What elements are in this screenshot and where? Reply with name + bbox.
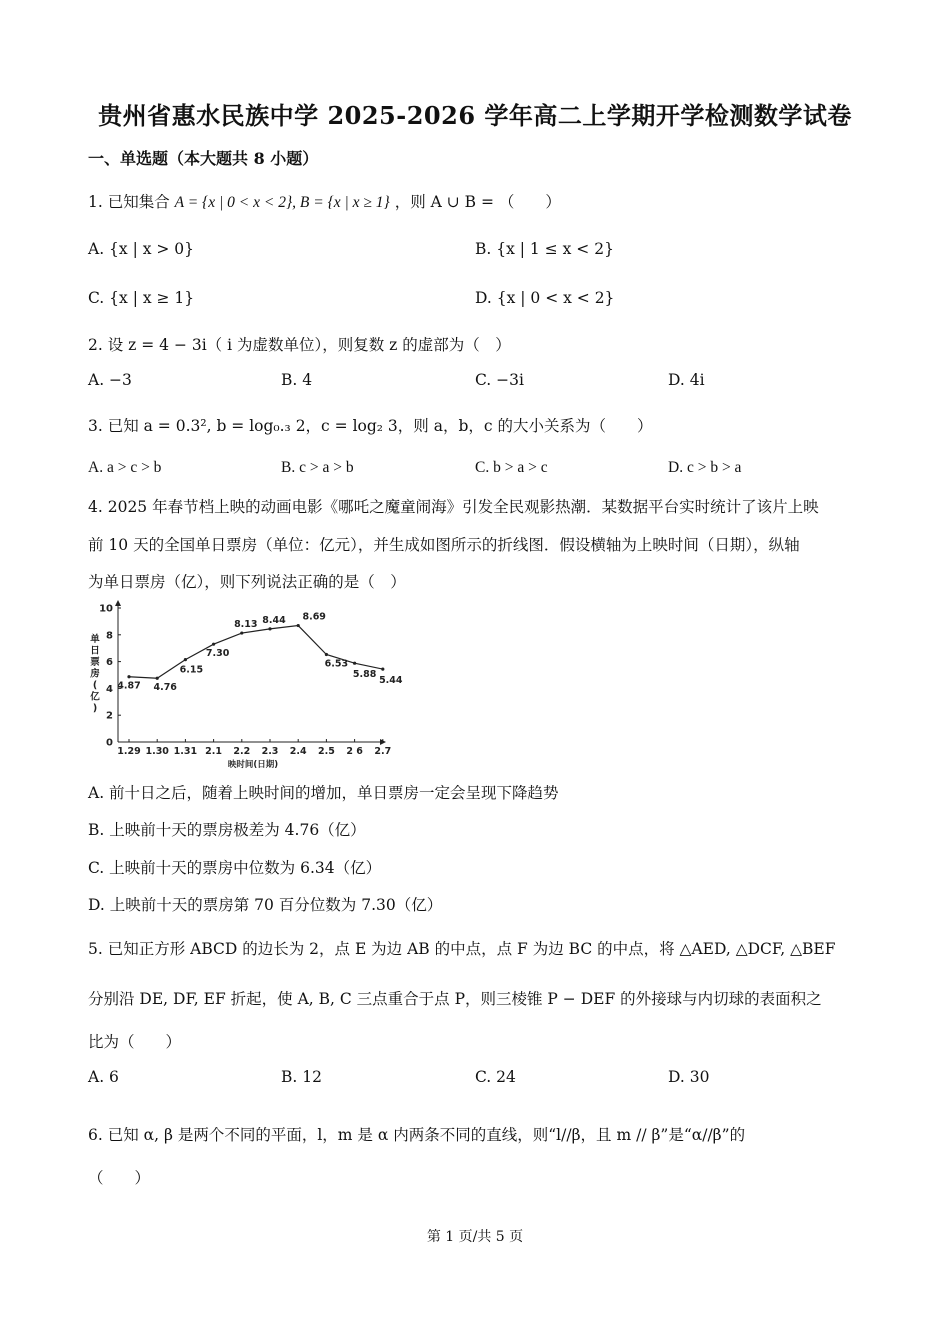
data-point [381,668,384,671]
question-1-prefix: 1. 已知集合 [88,193,170,211]
section-heading: 一、单选题（本大题共 8 小题） [88,149,319,168]
y-axis-label-char: ) [92,703,98,714]
y-tick-label: 0 [106,737,113,749]
x-axis-label: 映时间(日期) [227,760,279,770]
q3-option-d: D. c > b > a [668,459,742,476]
q5-option-c: C. 24 [475,1068,516,1086]
question-5-line-3: 比为（ ） [88,1033,182,1051]
q3-option-b: B. c > a > b [281,459,354,476]
data-label: 5.44 [379,675,403,687]
question-6-line-2: （ ） [88,1169,151,1187]
q3-option-c: C. b > a > c [475,459,548,476]
series-line [129,626,383,679]
q2-option-c: C. −3i [475,371,524,389]
data-point [156,677,159,680]
data-label: 4.87 [117,680,141,692]
page-footer: 第 1 页/共 5 页 [426,1229,524,1245]
q4-option-c: C. 上映前十天的票房中位数为 6.34（亿） [88,859,382,877]
data-labels [117,612,403,694]
q2-option-b: B. 4 [281,371,313,389]
data-label: 8.44 [262,614,286,626]
q3-option-a: A. a > c > b [88,459,162,476]
data-point [325,653,328,656]
x-tick-label: 2.7 [374,746,392,757]
q1-option-c: C. {x | x ≥ 1} [88,289,195,307]
y-axis-label-char: 单 [90,634,100,645]
question-4-line-3: 为单日票房（亿），则下列说法正确的是（ ） [88,573,406,591]
data-label: 8.13 [234,619,258,631]
q2-option-d: D. 4i [668,371,705,389]
y-axis-arrow [115,600,121,606]
data-point [268,627,271,630]
y-axis-label-char: ( [92,680,98,691]
data-point [184,658,187,661]
data-point [212,643,215,646]
y-axis-label-char: 票 [90,657,100,668]
q5-option-b: B. 12 [281,1068,322,1086]
data-points [127,624,384,680]
x-tick-label: 1.31 [173,746,198,757]
q2-option-a: A. −3 [88,371,132,389]
y-axis-label-char: 房 [90,668,100,680]
x-tick-label: 1.29 [117,746,141,757]
q1-option-d: D. {x | 0 < x < 2} [475,289,615,307]
data-label: 6.53 [324,658,349,670]
question-3: 3. 已知 a = 0.3², b = log₀.₃ 2，c = log₂ 3，则 a，b，c 的大小关系为（ ） [88,417,653,435]
question-2: 2. 设 z = 4 − 3i（ i 为虚数单位），则复数 z 的虚部为（ ） [88,336,511,354]
data-label: 4.76 [153,682,177,694]
q4-option-d: D. 上映前十天的票房第 70 百分位数为 7.30（亿） [88,896,443,914]
q4-option-b: B. 上映前十天的票房极差为 4.76（亿） [88,821,366,839]
question-1-suffix: ，则 A ∪ B = （ ） [394,193,561,211]
data-point [353,662,356,665]
q5-option-d: D. 30 [668,1068,710,1086]
data-label: 5.88 [352,669,377,681]
x-tick-label: 2.1 [205,746,223,757]
x-tick-label: 2 6 [346,746,363,757]
box-office-line-chart [86,598,403,773]
y-axis-label [89,633,100,714]
x-tick-label: 2.4 [289,746,307,757]
q4-option-a: A. 前十日之后，随着上映时间的增加，单日票房一定会呈现下降趋势 [88,784,559,802]
x-tick-label: 2.5 [317,746,335,757]
question-5-line-1: 5. 已知正方形 ABCD 的边长为 2，点 E 为边 AB 的中点，点 F 为边 BC 的中点，将 △AED, △DCF, △BEF [88,940,836,958]
question-5-line-2: 分别沿 DE, DF, EF 折起，使 A, B, C 三点重合于点 P，则三棱锥 P − DEF 的外接球与内切球的表面积之 [88,990,822,1008]
question-6-line-1: 6. 已知 α, β 是两个不同的平面，l，m 是 α 内两条不同的直线，则“l//β，且 m // β”是“α//β”的 [88,1126,746,1144]
y-tick-label: 6 [106,657,113,669]
data-point [127,675,130,678]
q1-option-a: A. {x | x > 0} [88,240,195,258]
data-label: 6.15 [179,664,204,676]
data-point [297,624,300,627]
x-tick-label: 1.30 [145,746,169,757]
exam-title: 贵州省惠水民族中学 2025-2026 学年高二上学期开学检测数学试卷 [98,101,852,130]
x-tick-label: 2.3 [261,746,279,757]
question-1-math: A = {x | 0 < x < 2}, B = {x | x ≥ 1} [174,194,390,211]
q5-option-a: A. 6 [88,1068,119,1086]
data-point [240,631,243,634]
y-tick-label: 8 [106,630,113,642]
y-tick-label: 2 [106,710,113,722]
x-tick-label: 2.2 [233,746,251,757]
y-tick-label: 4 [106,683,113,695]
question-4-line-2: 前 10 天的全国单日票房（单位：亿元），并生成如图所示的折线图．假设横轴为上映时间（日期），纵轴 [88,536,800,554]
question-4-line-1: 4. 2025 年春节档上映的动画电影《哪吒之魔童闹海》引发全民观影热潮．某数据平台实时统计了该片上映 [88,498,819,516]
y-tick-label: 10 [99,603,113,615]
question-1 [88,190,561,212]
data-label: 8.69 [302,611,326,623]
y-axis-label-char: 日 [90,645,100,657]
q1-option-b: B. {x | 1 ≤ x < 2} [475,240,614,258]
data-label: 7.30 [205,648,230,660]
y-axis-label-char: 亿 [90,691,100,703]
